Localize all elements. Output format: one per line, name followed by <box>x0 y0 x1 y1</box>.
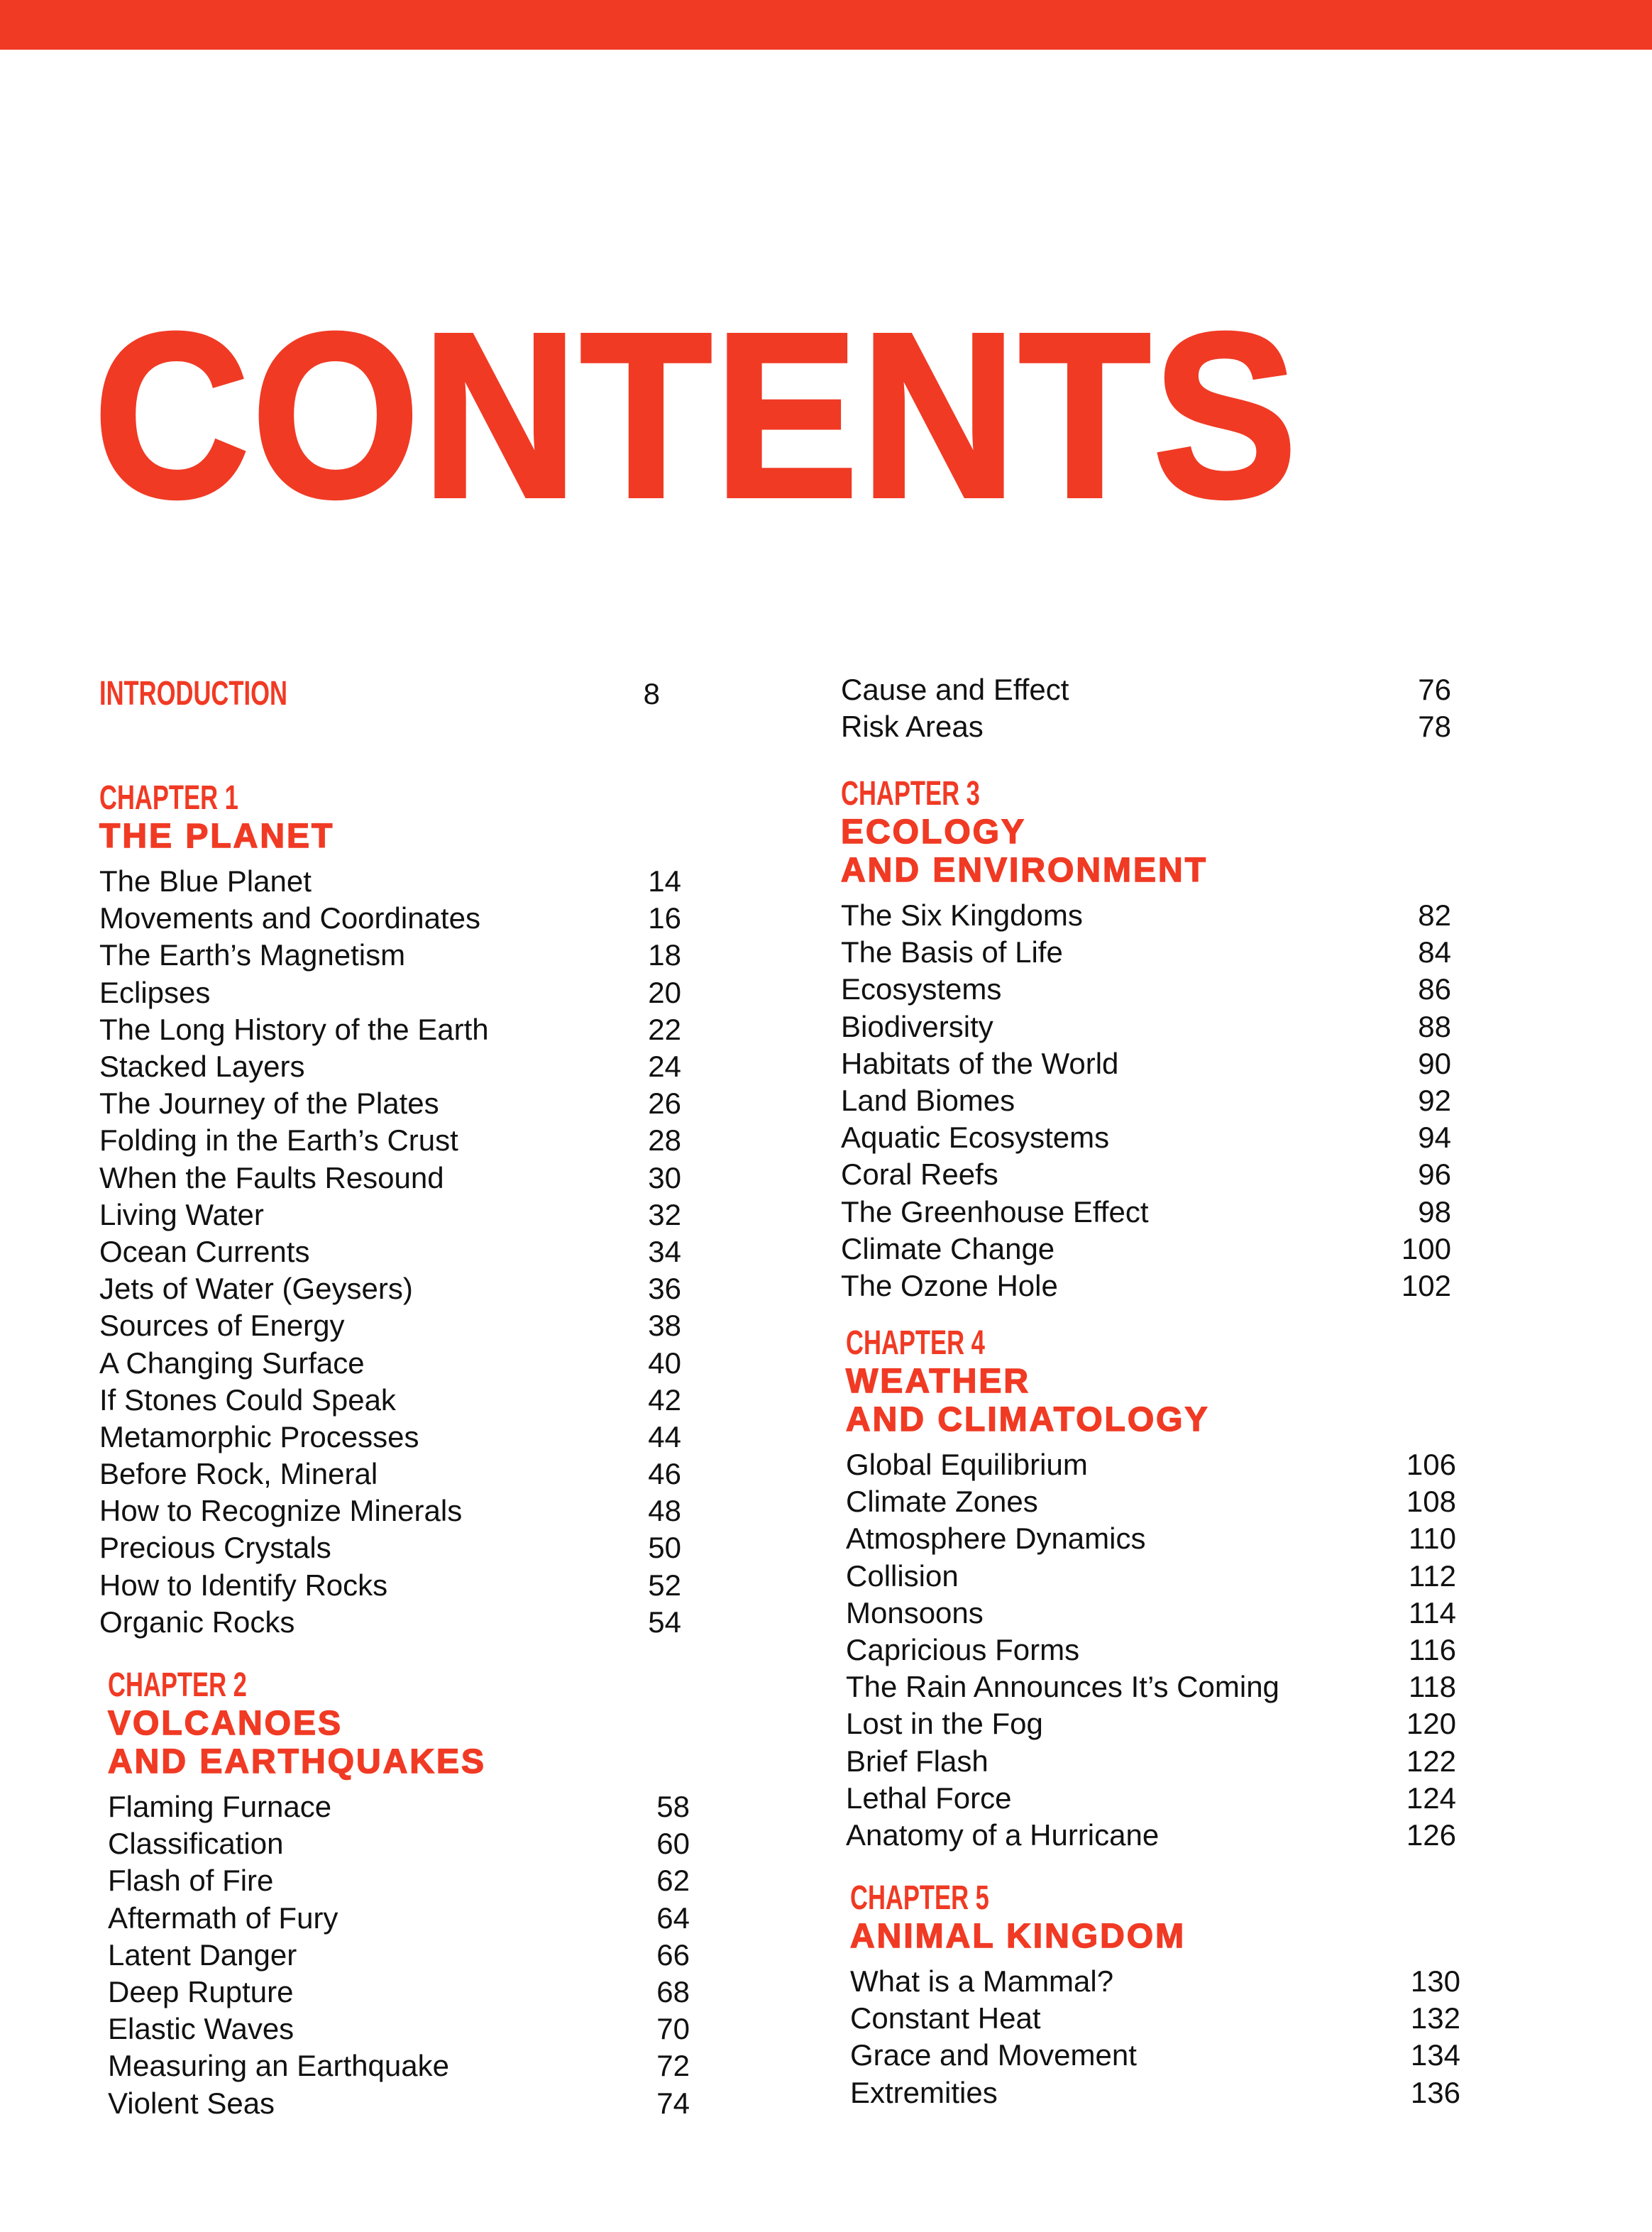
toc-entry[interactable] <box>108 1974 690 2011</box>
entry-title: Ocean Currents <box>99 1234 310 1268</box>
toc-entry[interactable] <box>846 1817 1456 1854</box>
entry-title: Jets of Water (Geysers) <box>99 1272 413 1306</box>
toc-entry[interactable] <box>846 1743 1456 1780</box>
toc-entry[interactable] <box>850 2037 1460 2074</box>
entry-title: The Long History of the Earth <box>99 1012 489 1046</box>
toc-entry[interactable] <box>846 1595 1456 1632</box>
entry-title: If Stones Could Speak <box>99 1382 396 1417</box>
entry-title: Classification <box>108 1827 284 1861</box>
toc-entry[interactable] <box>108 1900 690 1937</box>
toc-entry[interactable] <box>99 1567 681 1604</box>
entry-page: 38 <box>648 1309 681 1343</box>
toc-entry[interactable] <box>108 2011 690 2047</box>
entry-page: 84 <box>1418 935 1451 969</box>
entry-title: Capricious Forms <box>846 1633 1080 1667</box>
toc-entry[interactable] <box>846 1780 1456 1817</box>
toc-entry[interactable] <box>108 2047 690 2084</box>
entry-title: Metamorphic Processes <box>99 1419 419 1453</box>
top-accent-bar <box>0 0 1652 50</box>
entry-title: Climate Zones <box>846 1485 1038 1519</box>
entry-page: 26 <box>648 1087 681 1121</box>
entry-page: 112 <box>1409 1558 1456 1593</box>
entry-page: 118 <box>1409 1670 1456 1704</box>
toc-entry[interactable] <box>99 1307 681 1344</box>
entry-title: The Ozone Hole <box>841 1268 1058 1302</box>
toc-entry[interactable] <box>841 1156 1451 1193</box>
entry-title: Constant Heat <box>850 2001 1041 2035</box>
chapter-3 <box>841 775 1451 1304</box>
entry-page: 54 <box>648 1605 681 1639</box>
toc-entry[interactable] <box>108 1788 690 1825</box>
chapter-label: CHAPTER 2 <box>108 1666 247 1704</box>
toc-entry[interactable] <box>846 1446 1456 1483</box>
entry-title: Extremities <box>850 2075 998 2109</box>
entry-title: How to Recognize Minerals <box>99 1494 463 1528</box>
spacer <box>99 856 681 863</box>
entry-title: Flash of Fire <box>108 1864 274 1898</box>
toc-entry[interactable] <box>841 1045 1451 1082</box>
entry-title: Anatomy of a Hurricane <box>846 1818 1160 1852</box>
entry-page: 46 <box>648 1457 681 1491</box>
entry-page: 82 <box>1418 898 1451 933</box>
entry-page: 94 <box>1418 1121 1451 1155</box>
toc-entry[interactable] <box>99 863 681 900</box>
entry-page: 74 <box>656 2086 690 2120</box>
toc-entry[interactable] <box>841 1008 1451 1045</box>
toc-entry[interactable] <box>99 1197 681 1233</box>
entry-page: 76 <box>1418 673 1451 707</box>
toc-entry[interactable] <box>99 1085 681 1122</box>
entry-title: Precious Crystals <box>99 1531 331 1565</box>
chapter-title: ANIMAL KINGDOM <box>850 1918 1186 1955</box>
entry-page: 108 <box>1406 1485 1456 1519</box>
entry-page: 28 <box>648 1123 681 1158</box>
entry-title: Measuring an Earthquake <box>108 2049 449 2083</box>
entry-title: Collision <box>846 1558 959 1593</box>
toc-entry[interactable] <box>99 1011 681 1048</box>
entry-page: 98 <box>1418 1194 1451 1228</box>
toc-entry[interactable] <box>850 2074 1460 2111</box>
chapter-title: WEATHER <box>846 1363 1031 1400</box>
toc-entry[interactable] <box>99 1382 681 1419</box>
chapter-2-continued <box>841 671 1451 745</box>
entry-title: Living Water <box>99 1197 264 1231</box>
entry-title: Monsoons <box>846 1595 984 1629</box>
chapter-title: AND EARTHQUAKES <box>108 1743 487 1781</box>
toc-entry[interactable] <box>846 1632 1456 1668</box>
toc-entry[interactable] <box>99 974 681 1011</box>
entry-page: 88 <box>1418 1009 1451 1043</box>
toc-entry[interactable] <box>841 1231 1451 1268</box>
toc-entry[interactable] <box>99 1160 681 1197</box>
toc-entry[interactable] <box>841 671 1451 708</box>
entry-title: Folding in the Earth’s Crust <box>99 1123 458 1158</box>
entry-title: Organic Rocks <box>99 1605 295 1639</box>
entry-page: 32 <box>648 1197 681 1231</box>
entry-page: 106 <box>1406 1448 1456 1482</box>
toc-entry[interactable] <box>99 1048 681 1085</box>
entry-page: 58 <box>656 1790 690 1824</box>
entry-title: Coral Reefs <box>841 1158 998 1192</box>
entry-title: Cause and Effect <box>841 673 1069 707</box>
spacer <box>108 1781 690 1788</box>
chapter-1 <box>99 779 681 1641</box>
entry-title: Stacked Layers <box>99 1050 305 1084</box>
entry-page: 24 <box>648 1050 681 1084</box>
spacer <box>846 1439 1456 1446</box>
toc-entry[interactable] <box>841 708 1451 745</box>
entry-page: 72 <box>656 2049 690 2083</box>
chapter-2 <box>108 1666 690 2122</box>
entry-page: 52 <box>648 1568 681 1602</box>
toc-entry[interactable] <box>846 1520 1456 1557</box>
entry-title: The Rain Announces It’s Coming <box>846 1670 1279 1704</box>
entry-page: 86 <box>1418 972 1451 1006</box>
entry-page: 126 <box>1406 1818 1456 1852</box>
chapter-title: VOLCANOES <box>108 1705 343 1742</box>
entry-page: 78 <box>1418 710 1451 744</box>
toc-entry[interactable] <box>846 1705 1456 1742</box>
entry-page: 44 <box>648 1419 681 1453</box>
entry-page: 64 <box>656 1901 690 1935</box>
toc-entry[interactable] <box>99 1122 681 1159</box>
entry-title: Before Rock, Mineral <box>99 1457 378 1491</box>
entry-title: A Changing Surface <box>99 1346 365 1380</box>
entry-page: 20 <box>648 975 681 1009</box>
entry-page: 120 <box>1406 1707 1456 1741</box>
toc-entry[interactable] <box>850 1963 1460 2000</box>
entry-title: Risk Areas <box>841 710 984 744</box>
entry-title: When the Faults Resound <box>99 1160 444 1194</box>
entry-title: Flaming Furnace <box>108 1790 332 1824</box>
entry-title: Violent Seas <box>108 2086 275 2120</box>
toc-entry[interactable] <box>841 1194 1451 1231</box>
entry-page: 14 <box>648 864 681 898</box>
chapter-title: ECOLOGY <box>841 813 1027 851</box>
entry-page: 42 <box>648 1382 681 1417</box>
chapter-title: AND CLIMATOLOGY <box>846 1401 1210 1439</box>
spacer <box>841 890 1451 897</box>
entry-page: 134 <box>1410 2038 1460 2072</box>
entry-title: Climate Change <box>841 1231 1055 1265</box>
entry-page: 132 <box>1410 2001 1460 2035</box>
toc-entry[interactable] <box>841 1082 1451 1119</box>
entry-title: The Earth’s Magnetism <box>99 938 406 972</box>
entry-page: 30 <box>648 1160 681 1194</box>
page-title: CONTENTS <box>94 284 1300 546</box>
entry-title: The Basis of Life <box>841 935 1063 969</box>
entry-title: Eclipses <box>99 975 211 1009</box>
entry-page: 68 <box>656 1975 690 2009</box>
entry-title: Latent Danger <box>108 1937 297 1972</box>
entry-title: Atmosphere Dynamics <box>846 1522 1146 1556</box>
toc-entry[interactable] <box>108 1825 690 1862</box>
toc-entry[interactable] <box>846 1483 1456 1520</box>
entry-title: How to Identify Rocks <box>99 1568 388 1602</box>
spacer <box>850 1956 1460 1963</box>
entry-page: 100 <box>1401 1231 1451 1265</box>
introduction-label: INTRODUCTION <box>99 675 287 713</box>
entry-page: 96 <box>1418 1158 1451 1192</box>
entry-page: 92 <box>1418 1084 1451 1118</box>
entry-page: 130 <box>1410 1964 1460 1999</box>
entry-title: Grace and Movement <box>850 2038 1137 2072</box>
toc-entry[interactable] <box>99 1233 681 1270</box>
entry-title: Movements and Coordinates <box>99 901 480 935</box>
entry-page: 116 <box>1409 1633 1456 1667</box>
introduction-page: 8 <box>643 677 660 710</box>
entry-title: What is a Mammal? <box>850 1964 1114 1999</box>
toc-entry[interactable] <box>99 900 681 937</box>
entry-title: Lost in the Fog <box>846 1707 1043 1741</box>
entry-page: 114 <box>1409 1595 1456 1629</box>
toc-entry[interactable] <box>841 1268 1451 1304</box>
entry-title: Lethal Force <box>846 1781 1012 1815</box>
toc-entry[interactable] <box>841 971 1451 1008</box>
entry-title: Biodiversity <box>841 1009 993 1043</box>
chapter-label: CHAPTER 4 <box>846 1324 985 1362</box>
entry-title: Aquatic Ecosystems <box>841 1121 1110 1155</box>
toc-entry[interactable] <box>850 2000 1460 2037</box>
toc-entry[interactable] <box>99 1270 681 1307</box>
entry-title: Land Biomes <box>841 1084 1015 1118</box>
chapter-title: THE PLANET <box>99 818 335 855</box>
entry-page: 16 <box>648 901 681 935</box>
entry-title: Ecosystems <box>841 972 1002 1006</box>
entry-page: 22 <box>648 1012 681 1046</box>
chapter-label: CHAPTER 5 <box>850 1879 989 1917</box>
entry-page: 122 <box>1406 1744 1456 1778</box>
chapter-5 <box>850 1879 1460 2111</box>
entry-page: 102 <box>1401 1268 1451 1302</box>
entry-title: Elastic Waves <box>108 2012 294 2046</box>
entry-page: 110 <box>1409 1522 1456 1556</box>
entry-page: 62 <box>656 1864 690 1898</box>
chapter-label: CHAPTER 1 <box>99 779 238 817</box>
entry-title: The Blue Planet <box>99 864 312 898</box>
toc-entry[interactable] <box>841 1119 1451 1156</box>
entry-title: The Greenhouse Effect <box>841 1194 1149 1228</box>
entry-page: 48 <box>648 1494 681 1528</box>
toc-entry[interactable] <box>108 1862 690 1899</box>
entry-title: The Six Kingdoms <box>841 898 1083 933</box>
entry-page: 40 <box>648 1346 681 1380</box>
entry-title: Brief Flash <box>846 1744 989 1778</box>
entry-page: 34 <box>648 1234 681 1268</box>
toc-entry[interactable] <box>108 1937 690 1974</box>
toc-entry[interactable] <box>99 1529 681 1566</box>
entry-page: 70 <box>656 2012 690 2046</box>
toc-entry[interactable] <box>99 1344 681 1381</box>
entry-title: Sources of Energy <box>99 1309 345 1343</box>
chapter-4 <box>846 1324 1456 1854</box>
toc-entry[interactable] <box>841 897 1451 934</box>
entry-title: Habitats of the World <box>841 1046 1119 1080</box>
entry-title: Global Equilibrium <box>846 1448 1088 1482</box>
toc-entry[interactable] <box>99 1456 681 1492</box>
toc-entry[interactable] <box>99 1604 681 1641</box>
entry-page: 18 <box>648 938 681 972</box>
chapter-title: AND ENVIRONMENT <box>841 852 1208 889</box>
entry-page: 124 <box>1406 1781 1456 1815</box>
entry-page: 90 <box>1418 1046 1451 1080</box>
entry-page: 60 <box>656 1827 690 1861</box>
toc-entry[interactable] <box>99 1492 681 1529</box>
toc-entry[interactable] <box>841 934 1451 971</box>
toc-entry[interactable] <box>99 1419 681 1456</box>
toc-entry[interactable] <box>99 937 681 974</box>
entry-title: Aftermath of Fury <box>108 1901 338 1935</box>
chapter-label: CHAPTER 3 <box>841 775 980 813</box>
entry-title: Deep Rupture <box>108 1975 294 2009</box>
entry-title: The Journey of the Plates <box>99 1087 439 1121</box>
entry-page: 36 <box>648 1272 681 1306</box>
introduction-entry <box>99 676 681 713</box>
entry-page: 66 <box>656 1937 690 1972</box>
toc-entry[interactable] <box>846 1668 1456 1705</box>
toc-entry[interactable] <box>846 1558 1456 1595</box>
toc-entry[interactable] <box>108 2085 690 2122</box>
entry-page: 50 <box>648 1531 681 1565</box>
entry-page: 136 <box>1410 2075 1460 2109</box>
